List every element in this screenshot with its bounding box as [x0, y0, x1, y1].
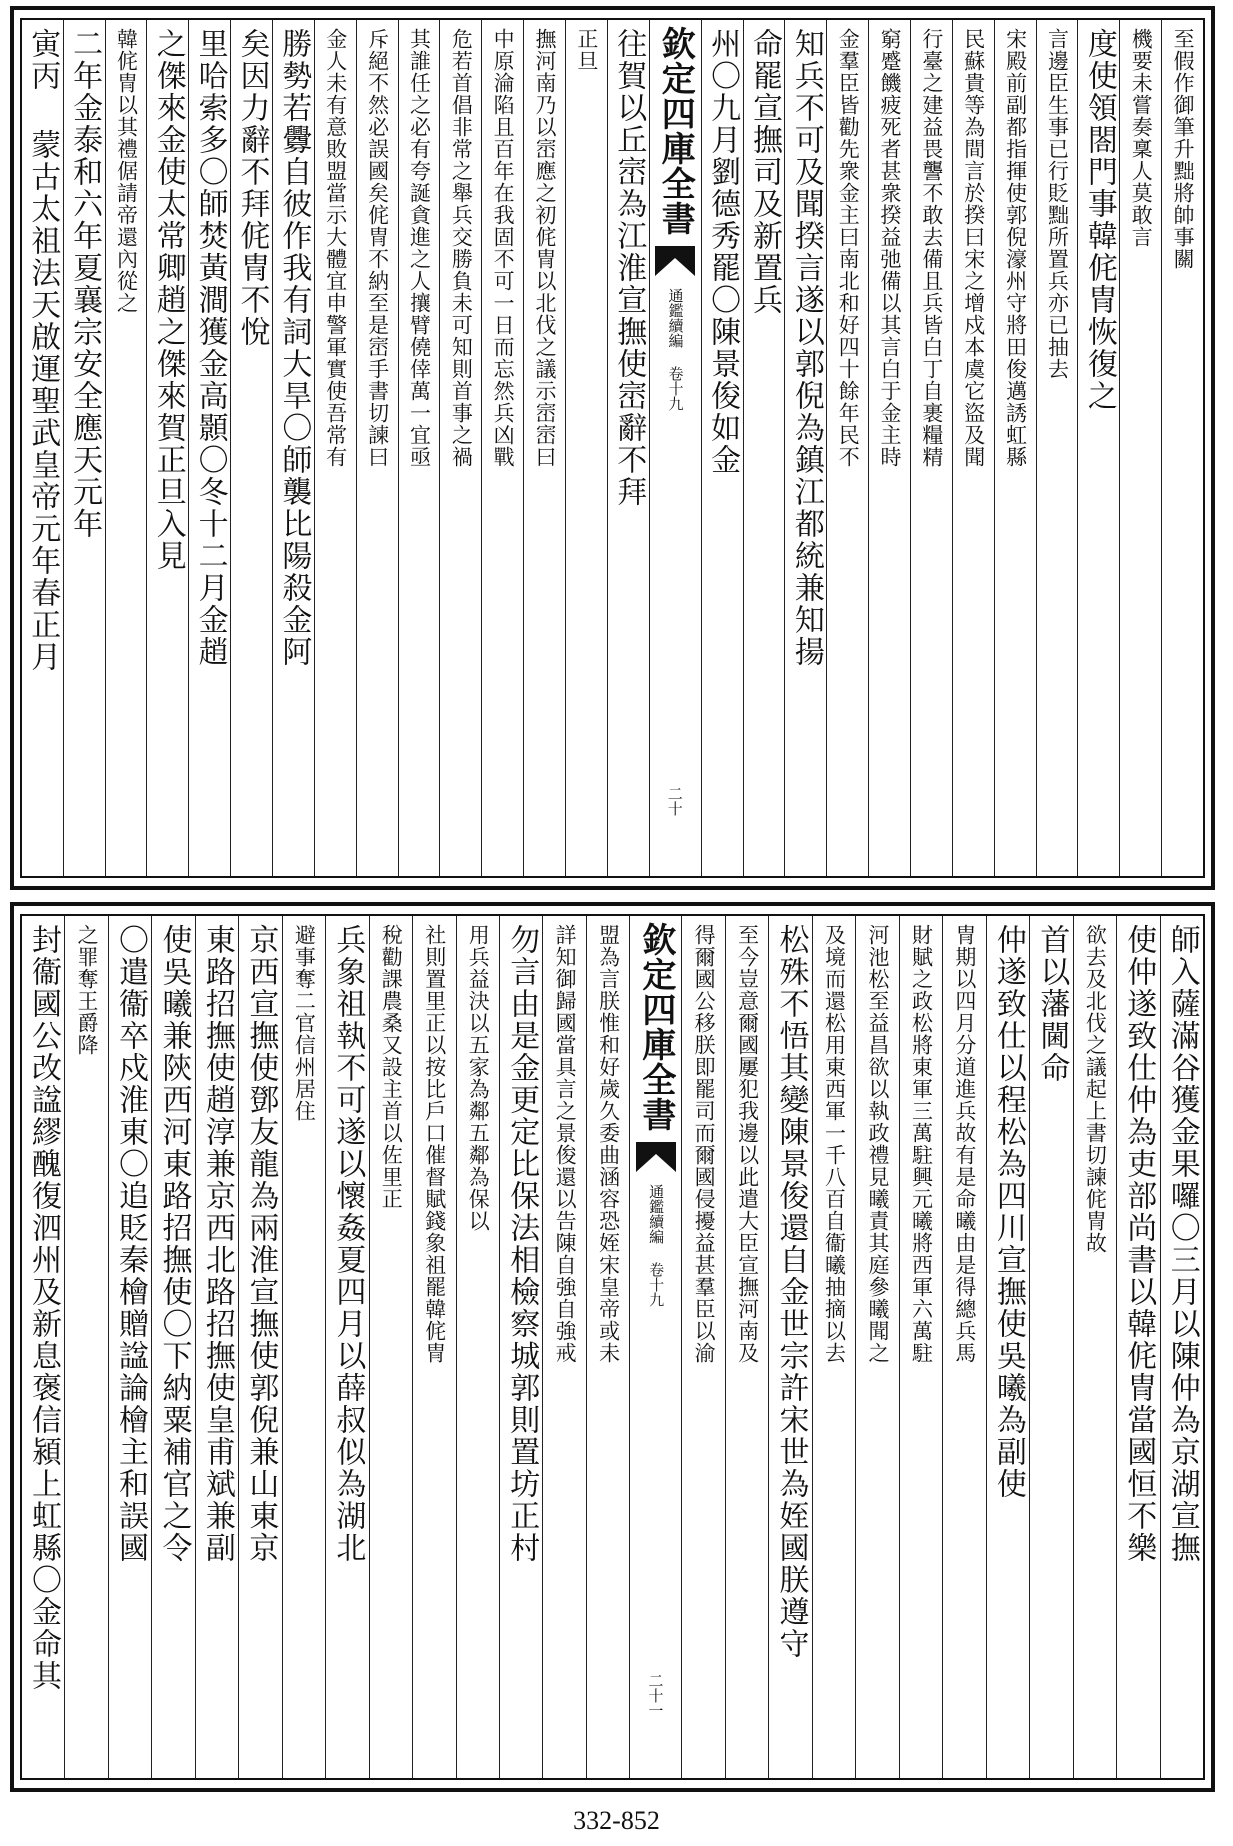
text-column — [151, 916, 194, 1778]
text-column — [188, 20, 230, 876]
text-column — [1077, 20, 1119, 876]
bottom-page-columns — [22, 916, 1203, 1778]
top-page-columns — [22, 20, 1203, 876]
text-column — [1160, 916, 1203, 1778]
main-text: 封衞國公改諡繆醜復泗州及新息褒信潁上虹縣〇金命其 — [26, 924, 62, 1692]
annotation-text: 詳知御歸國當具言之景俊還以告陳自強自強戒 — [553, 924, 578, 1364]
text-column — [743, 20, 785, 876]
main-text: 松殊不悟其變陳景俊還自金世宗許宋世為姪國朕遵守 — [773, 924, 809, 1660]
page-footer-number: 332-852 — [573, 1806, 660, 1835]
annotation-text: 稅勸課農桑又設主首以佐里正 — [379, 924, 404, 1210]
annotation-text: 之罪奪王爵降 — [75, 924, 100, 1056]
annotation-text: 社則置里正以按比戶口催督賦錢象祖罷韓侂冑 — [422, 924, 447, 1364]
annotation-text: 至今豈意爾國屢犯我邊以此遣大臣宣撫河南及 — [735, 924, 760, 1364]
text-column — [195, 916, 238, 1778]
annotation-text: 至假作御筆升黜將帥事關 — [1171, 28, 1196, 270]
text-column — [369, 916, 412, 1778]
annotation-text: 避事奪二官信州居住 — [292, 924, 317, 1122]
text-column — [481, 20, 523, 876]
text-column — [868, 20, 910, 876]
main-text: 使仲遂致仕仲為吏部尚書以韓侂冑當國恒不樂 — [1121, 924, 1157, 1564]
annotation-text: 用兵益決以五家為鄰五鄰為保以 — [466, 924, 491, 1232]
annotation-text: 正旦 — [574, 28, 599, 72]
text-column — [439, 20, 481, 876]
annotation-text: 冑期以四月分道進兵故有是命曦由是得總兵馬 — [952, 924, 977, 1364]
center-gutter — [649, 20, 701, 876]
annotation-text: 盟為言朕惟和好歲久委曲涵容恐姪宋皇帝或未 — [596, 924, 621, 1364]
annotation-text: 金人未有意敗盟當示大體宜申警軍實使吾常有 — [323, 28, 348, 468]
gutter-page-number: 二十一 — [646, 1673, 665, 1718]
annotation-text: 窮蹙饑疲死者甚衆揆益弛備以其言白于金主時 — [878, 28, 903, 468]
annotation-text: 韓侂冑以其禮倨請帝還內從之 — [114, 28, 139, 314]
main-text: 知兵不可及聞揆言遂以郭倪為鎮江都統兼知揚 — [788, 28, 824, 668]
annotation-text: 危若首倡非常之舉兵交勝負未可知則首事之禍 — [449, 28, 474, 468]
text-column — [230, 20, 272, 876]
banner-title: 欽定四庫全書 — [655, 26, 696, 236]
annotation-text: 金羣臣皆勸先衆金主曰南北和好四十餘年民不 — [836, 28, 861, 468]
text-column — [942, 916, 985, 1778]
text-column — [1073, 916, 1116, 1778]
gutter-sub-label: 通鑑續編 卷十九 — [666, 288, 685, 411]
text-column — [855, 916, 898, 1778]
text-column — [826, 20, 868, 876]
text-column — [784, 20, 826, 876]
annotation-text: 財賦之政松將東軍三萬駐興元曦將西軍六萬駐 — [909, 924, 934, 1364]
bottom-page-frame — [20, 914, 1205, 1780]
text-column — [108, 916, 151, 1778]
text-column — [22, 20, 63, 876]
text-column — [910, 20, 952, 876]
text-column — [499, 916, 542, 1778]
text-column — [105, 20, 147, 876]
main-text: 二年金泰和六年夏襄宗安全應天元年 — [67, 28, 103, 540]
main-text: 東路招撫使趙淳兼京西北路招撫使皇甫斌兼副 — [199, 924, 235, 1564]
center-gutter — [629, 916, 681, 1778]
annotation-text: 宋殿前副都指揮使郭倪濠州守將田俊邁誘虹縣 — [1003, 28, 1028, 468]
text-column — [63, 20, 105, 876]
text-column — [238, 916, 281, 1778]
text-column — [314, 20, 356, 876]
annotation-text: 河池松至益昌欲以執政禮見曦責其庭參曦聞之 — [865, 924, 890, 1364]
text-column — [325, 916, 368, 1778]
main-text: 之傑來金使太常卿趙之傑來賀正旦入見 — [150, 28, 186, 572]
main-text: 兵象祖執不可遂以懷姦夏四月以薛叔似為湖北 — [330, 924, 366, 1564]
text-column — [272, 20, 314, 876]
annotation-text: 及境而還松用東西軍一千八百自衞曦抽摘以去 — [822, 924, 847, 1364]
main-text: 矣因力辭不拜侂冑不悅 — [234, 28, 270, 348]
text-column — [398, 20, 440, 876]
top-page-frame — [20, 18, 1205, 878]
text-column — [456, 916, 499, 1778]
text-column — [356, 20, 398, 876]
text-column — [1161, 20, 1203, 876]
main-text: 師入薩滿谷獲金果囉〇三月以陳仲為京湖宣撫 — [1164, 924, 1200, 1564]
annotation-text: 言邊臣生事已行貶黜所置兵亦已抽去 — [1045, 28, 1070, 380]
main-text: 命罷宣撫司及新置兵 — [746, 28, 782, 316]
main-text: 使吳曦兼陝西河東路招撫使〇下納粟補官之令 — [156, 924, 192, 1564]
text-column — [607, 20, 649, 876]
main-text: 度使領閤門事韓侂冑恢復之 — [1081, 28, 1117, 412]
fish-tail-mark-icon — [653, 244, 697, 278]
annotation-text: 其誰任之必有夸誕貪進之人攘臂僥倖萬一宜亟 — [407, 28, 432, 468]
text-column — [1036, 20, 1078, 876]
main-text: 勿言由是金更定比保法相檢察城郭則置坊正村 — [504, 924, 540, 1564]
main-text: 州〇九月劉德秀罷〇陳景俊如金 — [705, 28, 741, 476]
text-column — [1029, 916, 1072, 1778]
main-text: 里哈索多〇師焚黃澗獲金高顥〇冬十二月金趙 — [192, 28, 228, 668]
gutter-sub-label: 通鑑續編 卷十九 — [647, 1184, 666, 1307]
text-column — [768, 916, 811, 1778]
annotation-text: 斥絕不然必誤國矣侂冑不納至是崈手書切諫曰 — [365, 28, 390, 468]
main-text: 京西宣撫使鄧友龍為兩淮宣撫使郭倪兼山東京 — [243, 924, 279, 1564]
main-text: 〇遣衞卒戍淮東〇追貶秦檜贈諡論檜主和誤國 — [112, 924, 148, 1564]
text-column — [586, 916, 629, 1778]
text-column — [952, 20, 994, 876]
bottom-page — [10, 902, 1215, 1792]
main-text: 勝勢若釁自彼作我有詞大旱〇師襲比陽殺金阿 — [276, 28, 312, 668]
text-column — [899, 916, 942, 1778]
annotation-text: 行臺之建益畏讋不敢去備且兵皆白丁自裹糧精 — [919, 28, 944, 468]
text-column — [565, 20, 607, 876]
annotation-text: 欲去及北伐之議起上書切諫侂冑故 — [1083, 924, 1108, 1254]
text-column — [812, 916, 855, 1778]
main-text: 首以藩閫命 — [1034, 924, 1070, 1084]
text-column — [1116, 916, 1159, 1778]
text-column — [64, 916, 107, 1778]
top-page — [10, 6, 1215, 890]
annotation-text: 撫河南乃以崈應之初侂冑以北伐之議示崈崈曰 — [533, 28, 558, 468]
text-column — [542, 916, 585, 1778]
text-column — [986, 916, 1029, 1778]
annotation-text: 機要未嘗奏稟人莫敢言 — [1129, 28, 1154, 248]
text-column — [146, 20, 188, 876]
text-column — [681, 916, 724, 1778]
text-column — [1119, 20, 1161, 876]
text-column — [22, 916, 64, 1778]
text-column — [994, 20, 1036, 876]
main-text: 寅丙 蒙古太祖法天啟運聖武皇帝元年春正月 — [25, 28, 61, 673]
fish-tail-mark-icon — [634, 1140, 678, 1174]
text-column — [523, 20, 565, 876]
main-text: 往賀以丘崈為江淮宣撫使崈辭不拜 — [611, 28, 647, 508]
gutter-page-number: 二十 — [665, 786, 684, 816]
text-column — [725, 916, 768, 1778]
text-column — [701, 20, 743, 876]
banner-title: 欽定四庫全書 — [635, 922, 676, 1132]
annotation-text: 民蘇貴等為間言於揆曰宋之增戍本虞它盜及聞 — [961, 28, 986, 468]
annotation-text: 得爾國公移朕即罷司而爾國侵擾益甚羣臣以渝 — [692, 924, 717, 1364]
text-column — [282, 916, 325, 1778]
annotation-text: 中原淪陷且百年在我固不可一日而忘然兵凶戰 — [491, 28, 516, 468]
text-column — [412, 916, 455, 1778]
main-text: 仲遂致仕以程松為四川宣撫使吳曦為副使 — [990, 924, 1026, 1500]
